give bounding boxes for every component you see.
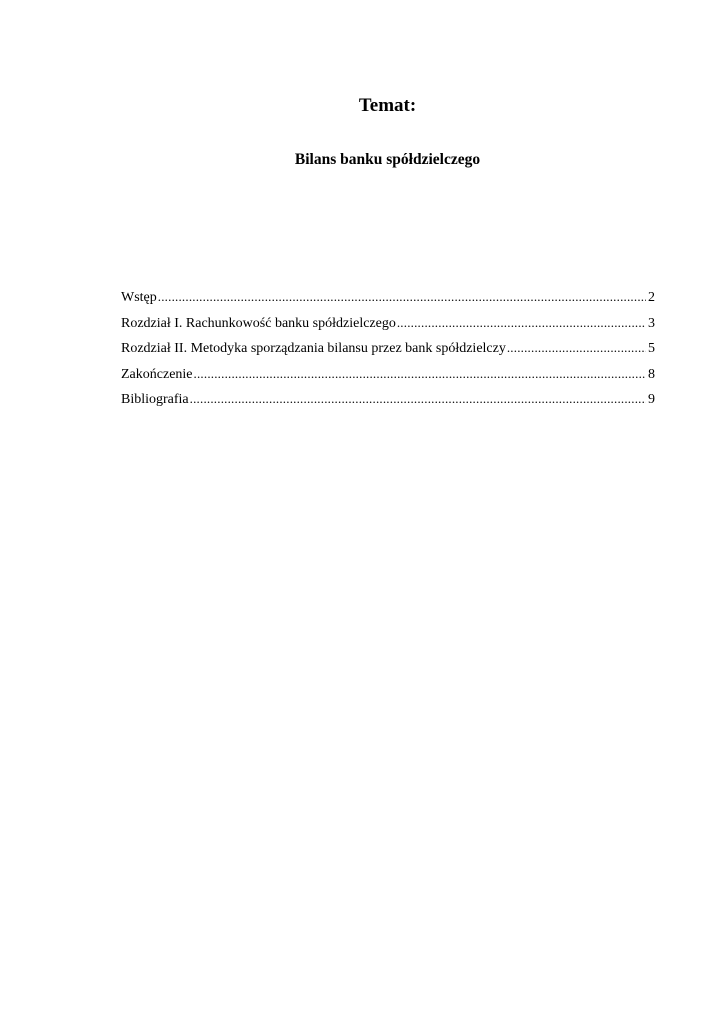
toc-entry-bibliografia[interactable] <box>121 390 655 416</box>
toc-entry-title: Wstęp <box>121 290 157 305</box>
toc-entry-wstep[interactable] <box>121 288 655 314</box>
toc-entry-title: Rozdział I. Rachunkowość banku spółdzielczego <box>121 315 396 331</box>
toc-dot-leader <box>507 339 646 357</box>
toc-entry-title: Zakończenie <box>121 366 193 382</box>
toc-entry-page-number: 3 <box>648 315 655 331</box>
toc-dot-leader <box>190 390 646 408</box>
toc-dot-leader <box>397 314 646 332</box>
toc-entry-rozdzial-1[interactable] <box>121 314 655 340</box>
toc-entry-title: Bibliografia <box>121 392 189 408</box>
toc-entry-page-number: 5 <box>648 341 655 357</box>
toc-entry-zakonczenie[interactable] <box>121 365 655 391</box>
document-heading: Temat: <box>358 95 417 116</box>
toc-dot-leader <box>194 365 646 383</box>
toc-entry-title: Rozdział II. Metodyka sporządzania bilansu przez bank spółdzielczy <box>121 341 506 357</box>
table-of-contents <box>121 288 655 416</box>
toc-entry-rozdzial-2[interactable] <box>121 339 655 365</box>
toc-entry-page-number: 8 <box>648 366 655 382</box>
toc-dot-leader <box>158 288 646 306</box>
toc-entry-page-number: 2 <box>648 290 655 305</box>
document-subject: Bilans banku spółdzielczego <box>294 151 481 168</box>
toc-entry-page-number: 9 <box>648 392 655 408</box>
